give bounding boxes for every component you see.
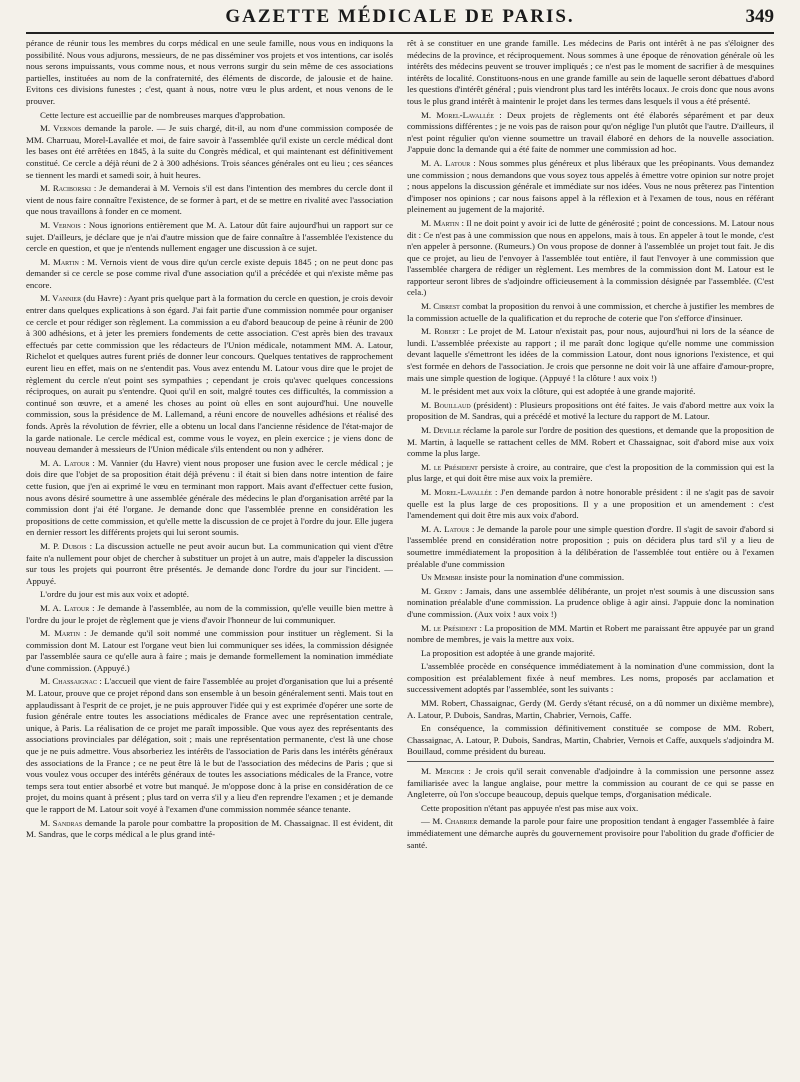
paragraph-text: (président) : Plusieurs propositions ont été faites. Je vais d'abord mettre aux voix la proposition de M. Sandras, qui a précédé et motivé la lecture du rapport de M. Latour. <box>407 399 774 422</box>
paragraph <box>407 38 774 108</box>
paragraph <box>407 301 774 324</box>
speaker-name: M. Morel-Lavallée <box>421 109 495 120</box>
speaker-name: M. Mercier <box>421 766 465 777</box>
right-column <box>407 38 774 1074</box>
paragraph <box>407 110 774 156</box>
paragraph <box>26 628 393 674</box>
speaker-name: — M. Chabrier <box>421 816 478 827</box>
paragraph-text: : Le projet de M. Latour n'existait pas, pour nous, aujourd'hui ni lors de la séance de lundi. L'assemblée préexiste au rapport ; il me paraît donc logique qu'elle nomme une commission devant laquelle s'émettront les idées de la commission Latour, dont nous ignorions l'existence, et qui s'est formée en dehors de l'association. Je crois que personne ne doit voir là une affaire d'amour-propre, mais une simple question de logique. (Appuyé ! la clôture ! aux voix !) <box>407 326 774 383</box>
paragraph <box>26 123 393 181</box>
paragraph <box>407 586 774 621</box>
paragraph-text: : Nous ignorions entièrement que M. A. Latour dût faire aujourd'hui un rapport sur ce sujet. D'ailleurs, je déclare que je n'ai d'autre mission que de faire connaître à l'assemblée l'existence du cercle en question, et que je n'entends nullement engager une discussion à ce sujet. <box>26 219 393 254</box>
paragraph <box>407 386 774 398</box>
paragraph <box>26 676 393 815</box>
paragraph <box>407 218 774 299</box>
speaker-name: M. Vernois <box>40 219 81 230</box>
paragraph <box>26 458 393 539</box>
speaker-name: M. A. Latour <box>40 602 90 613</box>
paragraph-text: (du Havre) : Ayant pris quelque part à la formation du cercle en question, je crois devoir entrer dans quelques explications à son égard. J'ai fait partie d'une commission nommée pour organiser ce cercle et pour rédiger son règlement. La commission a eu d'abord beaucoup de peine à réunir de 200 à 300 adhésions, et à jeter les premiers fondements de cette association. C'est après bien des travaux effectués par cette commission que les rédacteurs de l'Union médicale, notamment MM. A. Latour, Richelot et quelques autres furent priés de donner leur concours. Quelques tentatives de rapprochement eurent lieu en effet, mais on ne s'entendit pas. Vous avez entendu M. Latour vous dire que le projet de règlement du cercle n'eut point ses sympathies ; cependant je crois qu'avec quelques concessions réciproques, on aurait pu s'entendre. Quoi qu'il en soit, malgré toutes ces difficultés, la commission a continué son œuvre, et a amené les choses au point où elles en sont aujourd'hui. Une nouvelle commission, sous la présidence de M. Lallemand, a réuni encore de nouvelles adhésions et réalisé des fonds. Après la révolution de février, elle a obtenu un local dans l'ancienne résidence de l'état-major de la garde nationale. Le cercle médical est, comme vous le voyez, en plein exercice ; je viens donc de nouveau demander à messieurs de l'Union médicale s'ils entendent ou non y adhérer. <box>26 293 393 455</box>
speaker-name: M. Sandras <box>40 817 83 828</box>
paragraph-text: rêt à se constituer en une grande famille. Les médecins de Paris ont intérêt à ne pas s'éloigner des médecins de la province, et réciproquement. Nous sommes à une époque de rénovation générale où les intérêts des médecins peuvent se trouver impliqués ; ce n'est pas le moment de sacrifier à de mesquines intérêts de localité. Constituons-nous en une grande famille au sein de laquelle seront débattues d'abord les questions d'intérêt général ; puis viendront plus tard les intérêts locaux. Je crois donc que nous avons tous le plus grand intérêt à maintenir le projet dans les termes dans lesquels il vous a été présenté. <box>407 38 774 106</box>
paragraph <box>407 723 774 758</box>
speaker-name: M. Raciborski <box>40 183 92 194</box>
article-columns <box>26 38 774 1074</box>
speaker-name: M. Martin <box>40 628 80 639</box>
paragraph <box>407 425 774 460</box>
speaker-name: M. Vernois <box>40 123 82 134</box>
paragraph-text: L'ordre du jour est mis aux voix et adopté. <box>40 589 189 600</box>
speaker-name: M. le Président <box>421 461 478 472</box>
speaker-name: M. Robert <box>421 326 460 337</box>
paragraph-text: : Je demande à l'assemblée, au nom de la commission, qu'elle veuille bien mettre à l'ordre du jour le projet de règlement que je viens d'avoir l'honneur de lui communiquer. <box>26 602 393 625</box>
paragraph <box>26 183 393 218</box>
paragraph <box>407 816 774 851</box>
paragraph-text: L'assemblée procède en conséquence immédiatement à la nomination d'une commission, dont la composition est préalablement fixée à neuf membres. Les noms, proposés par acclamation et successivement adoptés par l'assemblée, sont les suivants : <box>407 661 774 695</box>
paragraph <box>407 661 774 696</box>
paragraph-text: combat la proposition du renvoi à une commission, et cherche à justifier les membres de la commission actuelle de la qualification et du reproche de coterie que l'on s'efforce d'insinuer. <box>407 301 774 323</box>
paragraph-text: Cette proposition n'étant pas appuyée n'est pas mise aux voix. <box>421 802 639 813</box>
paragraph <box>407 462 774 485</box>
paragraph <box>26 257 393 292</box>
paragraph <box>26 220 393 255</box>
paragraph <box>407 803 774 815</box>
paragraph-text: : La proposition de MM. Martin et Robert me paraissant être appuyée par un grand nombre de membres, je vais la mettre aux voix. <box>407 622 774 645</box>
paragraph-text: : Je crois qu'il serait convenable d'adjoindre à la commission une personne assez familiarisée avec la langue anglaise, pour mettre la commission au courant de ce qui se passe en Angleterre, où l'on s'occupe beaucoup, depuis quelque temps, d'organisation médicale. <box>407 766 774 800</box>
page-header <box>26 6 774 34</box>
paragraph <box>26 603 393 626</box>
paragraph-text: demande la parole pour combattre la proposition de M. Chassaignac. Il est évident, dit M. Sandras, que le corps médical a le plus grand inté- <box>26 817 393 840</box>
paragraph-text: Cette lecture est accueillie par de nombreuses marques d'approbation. <box>40 109 286 120</box>
paragraph <box>407 524 774 570</box>
speaker-name: M. A. Latour <box>421 157 471 168</box>
paragraph <box>407 326 774 384</box>
paragraph-text: : Jamais, dans une assemblée délibérante, un projet n'est soumis à une discussion sans nomination préalable d'une commission. La prudence oblige à agir ainsi. J'appuie donc la nomination d'une commission. (Aux voix ! aux voix !) <box>407 585 774 619</box>
paragraph <box>407 400 774 423</box>
paragraph-text: demande la parole. — Je suis chargé, dit-il, au nom d'une commission composée de MM. Charruau, Morel-Lavallée et moi, de faire savoir à l'assemblée qu'il existe un cercle médical dont les bases ont été arrêtées en 1845, à la suite du Congrès médical, et qui maintenant est définitivement constitué. Ce cercle a déjà réuni de 2 à 300 adhésions. Trois séances générales ont eu lieu ; ces séances se tiennent les mardi et samedi soir, à huit heures. <box>26 123 393 180</box>
paragraph-text: La proposition est adoptée à une grande majorité. <box>421 647 595 658</box>
paragraph-text: : M. Vernois vient de vous dire qu'un cercle existe depuis 1845 ; on ne peut donc pas demander si ce cercle se pose comme rival d'une association qu'il a précédée et qui n'existe même pas encore. <box>26 256 393 290</box>
paragraph <box>26 818 393 841</box>
paragraph <box>26 293 393 455</box>
speaker-name: M. Chassaignac <box>40 676 97 687</box>
paragraph <box>26 589 393 601</box>
paragraph-text: : Deux projets de règlements ont été élaborés séparément et par deux commissions différentes ; je ne vois pas de raison pour qu'on néglige l'un plutôt que l'autre. D'ailleurs, il n'est point régulier qu'on vienne soumettre un travail élaboré en dehors de la nouvelle association. J'appuie donc la demande qui a été faite de nommer une commission ad hoc. <box>407 109 774 155</box>
speaker-name: M. A. Latour <box>421 523 470 534</box>
speaker-name: M. Bouillaud <box>421 399 471 410</box>
paragraph-text: demande la parole pour faire une proposition tendant à engager l'assemblée à faire immédiatement une démarche auprès du gouvernement provisoire pour l'abolition du grade d'officier de santé. <box>407 816 774 850</box>
paragraph-text: : M. Vannier (du Havre) vient nous proposer une fusion avec le cercle médical ; je dois dire que l'objet de sa proposition était déjà prévenu : il était si bien dans notre intention de faire cette fusion, que j'en ai exprimé le vœu en terminant mon rapport. Mais avant d'effectuer cette fusion, nous avons désiré soumettre à une assemblée générale des médecins le plan d'organisation arrêté par la commission dont j'ai été l'organe. Je demande donc que l'assemblée prenne en considération les propositions de cette commission, et qu'elle mette la discussion de ce projet à l'ordre du jour. Elle jugera en dernier ressort les différents projets qui lui seront soumis. <box>26 457 393 538</box>
section-divider <box>407 761 774 762</box>
journal-title: GAZETTE MÉDICALE DE PARIS. <box>225 6 575 27</box>
paragraph-text: : Je demanderai à M. Vernois s'il est dans l'intention des membres du cercle dont il vient de nous faire connaître l'existence, de se former à part, et de se mettre en rivalité avec l'association que nous travaillons à fonder en ce moment. <box>26 183 393 217</box>
paragraph-text: insiste pour la nomination d'une commission. <box>462 572 625 583</box>
paragraph <box>26 110 393 122</box>
paragraph-text: : Je demande qu'il soit nommé une commission pour instituer un règlement. Si la commission dont M. Latour est l'organe veut bien lui communiquer ses idées, la commission désignée par l'assemblée saura ce qu'elle aura à faire ; mais je demande formellement la nomination immédiate d'une commission. (Appuyé.) <box>26 628 393 673</box>
speaker-name: M. Martin <box>421 217 460 228</box>
paragraph-text: persiste à croire, au contraire, que c'est la proposition de la commission qui est la plus large, et qui doit être mise aux voix la première. <box>407 461 774 484</box>
speaker-name: M. Martin <box>40 256 79 267</box>
paragraph-text: : Je demande la parole pour une simple question d'ordre. Il s'agit de savoir d'abord si l'assemblée prend en considération notre proposition ; puis on décidera plus tard s'il y a lieu de soumettre immédiatement la proposition à la délibération de l'assemblée tout entière ou à l'examen préalable d'une commission <box>407 523 774 569</box>
paragraph <box>26 38 393 108</box>
paragraph <box>26 541 393 587</box>
speaker-name: M. A. Latour <box>40 457 90 468</box>
speaker-name: M. Morel-Lavallée <box>421 486 492 497</box>
paragraph-text: : Il ne doit point y avoir ici de lutte de générosité ; point de concessions. M. Latour nous dit : Ce n'est pas à une commission que nous en appelons, mais à tous. En appeler à tout le monde, c'est n'en appeler à personne. (Rumeurs.) On vous propose de donner à l'assemblée un projet tout fait. Je dis que ce projet, au lieu de l'envoyer à l'assemblée tout entière, il faut l'envoyer à une commission que l'assemblée chargera de rédiger un règlement. Les membres de la commission dont M. Latour est le rapporteur seront libres de s'adjoindre officieusement à la commission désignée par l'assemblée. (C'est cela.) <box>407 217 774 298</box>
paragraph <box>407 698 774 721</box>
speaker-name: M. Cibrest <box>421 301 460 312</box>
speaker-name: M. Vannier <box>40 293 82 304</box>
paragraph <box>407 766 774 801</box>
speaker-name: M. le Président <box>421 622 478 633</box>
paragraph <box>407 572 774 584</box>
paragraph <box>407 158 774 216</box>
paragraph-text: En conséquence, la commission définitivement constituée se compose de MM. Robert, Chassaignac, A. Latour, P. Dubois, Sandras, Martin, Chabrier, Vernois et Caffe, auxquels s'adjoindra M. Bouillaud, comme président du bureau. <box>407 723 774 757</box>
paragraph <box>407 623 774 646</box>
paragraph-text: réclame la parole sur l'ordre de position des questions, et demande que la proposition de M. Martin, à laquelle se rattachent celles de MM. Robert et Chassaignac, soit d'abord mise aux voix comme la plus large. <box>407 425 774 459</box>
speaker-name: M. P. Dubois <box>40 540 87 551</box>
paragraph-text: M. le président met aux voix la clôture, qui est adoptée à une grande majorité. <box>421 386 696 397</box>
page-number: 349 <box>745 6 774 27</box>
left-column <box>26 38 393 1074</box>
paragraph-text: : Nous sommes plus généreux et plus libéraux que les préopinants. Vous demandez une commission ; nous demandons que vous soyez tous appelés à émettre votre opinion sur notre projet ; nous appelons la discussion générale et immédiate sur nos idées. Vous ne nous prêterez pas l'intention d'imposer nos opinions ; car nous faisons appel à la réflexion et à l'examen de tous, nous en référant pleinement au jugement de la majorité. <box>407 157 774 215</box>
paragraph-text: : J'en demande pardon à notre honorable président : il ne s'agit pas de savoir quelle est la plus large de ces propositions. Il y a une proposition et un amendement : c'est l'amendement qui doit être mis aux voix d'abord. <box>407 486 774 521</box>
paragraph-text: : La discussion actuelle ne peut avoir aucun but. La communication qui vient d'être faite n'a nullement pour objet de chercher à substituer un projet à un autre, mais d'appeler la discussion sur tous les projets qui pourront être présentés. Je demande donc l'ordre du jour sur l'incident. — Appuyé. <box>26 540 393 586</box>
speaker-name: M. Gerdy <box>421 585 457 596</box>
speaker-name: M. Deville <box>421 425 461 435</box>
paragraph-text: MM. Robert, Chassaignac, Gerdy (M. Gerdy s'étant récusé, on a dû nommer un dixième membre), A. Latour, P. Dubois, Sandras, Martin, Chabrier, Vernois, Caffe. <box>407 698 774 720</box>
paragraph-text: pérance de réunir tous les membres du corps médical en une seule famille, nous vous en indiquons la possibilité. Nous vous adjurons, messieurs, de ne pas disséminer vos projets et vos intentions, car isolés nous serons impuissants, vous comme nous, et nous verrons surgir du sein même de ces associations partielles, instituées au nom de la confraternité, des éléments de discorde, de jalousie et de haine. Evitons ces divisions funestes ; c'est, quant à nous, notre vœu le plus ardent, et nous venons de le prouver. <box>26 38 393 106</box>
speaker-name: Un Membre <box>421 572 463 583</box>
paragraph <box>407 487 774 522</box>
paragraph-text: : L'accueil que vient de faire l'assemblée au projet d'organisation que lui a présenté M. Latour, prouve que ce projet répond dans son ensemble à un besoin généralement senti. Mais tout en applaudissant à l'esprit de ce projet, je ne puis approuver l'idée qui y est exprimée d'opérer une sorte de fusion générale entre toutes les associations médicales de France avec une représentation centrale, unique, à Paris. La réalisation de ce projet me paraît impossible. Que vous ayez des représentants des associations provinciales par délégation, soit ; mais une représentation permanente, c'est là une chose que je ne puis admettre. Vous absorberiez les intérêts de l'association de Paris dans les intérêts généraux des associations de la France ; ce ne peut être là le but de l'association des médecins de Paris ; que si vous voulez vous occuper des intérêts généraux de toutes les associations médicales de la France, votre temps sera tout entier absorbé et votre but manqué. Je m'oppose donc à la prise en considération de ce projet, du moins quant à présent ; plus tard on verra s'il y a lieu d'en reprendre l'examen ; et je demande que le rapport de M. Latour soit voyé à l'examen d'une commission nommée séance tenante. <box>26 676 393 814</box>
paragraph <box>407 648 774 660</box>
